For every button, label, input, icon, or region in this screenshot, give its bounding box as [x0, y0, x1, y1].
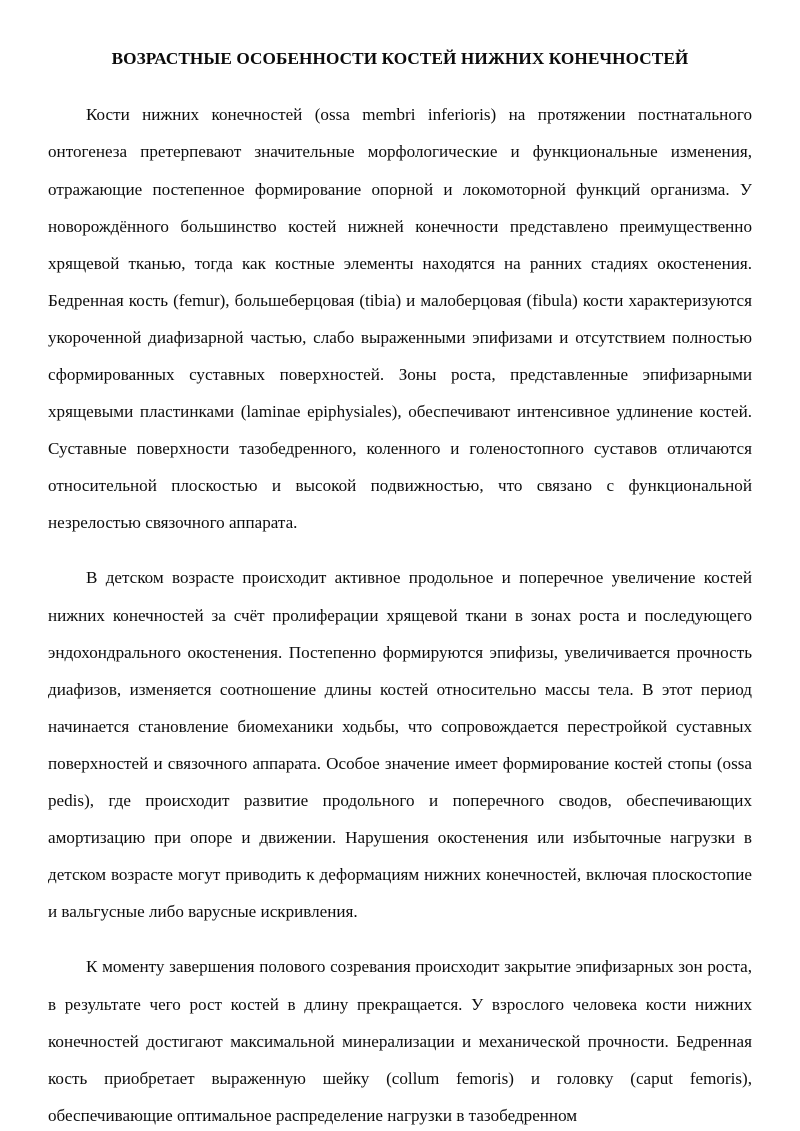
- paragraph: Кости нижних конечностей (ossa membri inferioris) на протяжении постнатального онтогенеза претерпевают значительные морфологические и функциональные изменения, отражающие постепенное формирование опорной и локомоторной функций организма. У новорождённого большинство костей нижней конечности представлено преимущественно хрящевой тканью, тогда как костные элементы находятся на ранних стадиях окостенения. Бедренная кость (femur), большеберцовая (tibia) и малоберцовая (fibula) кости характеризуются укороченной диафизарной частью, слабо выраженными эпифизами и отсутствием полностью сформированных суставных поверхностей. Зоны роста, представленные эпифизарными хрящевыми пластинками (laminae epiphysiales), обеспечивают интенсивное удлинение костей. Суставные поверхности тазобедренного, коленного и голеностопного суставов отличаются относительной плоскостью и высокой подвижностью, что связано с функциональной незрелостью связочного аппарата.: [48, 105, 752, 533]
- body-text: [48, 96, 752, 1131]
- paragraph: В детском возрасте происходит активное продольное и поперечное увеличение костей нижних конечностей за счёт пролиферации хрящевой ткани в зонах роста и последующего эндохондрального окостенения. Постепенно формируются эпифизы, увеличивается прочность диафизов, изменяется соотношение длины костей относительно массы тела. В этот период начинается становление биомеханики ходьбы, что сопровождается перестройкой суставных поверхностей и связочного аппарата. Особое значение имеет формирование костей стопы (ossa pedis), где происходит развитие продольного и поперечного сводов, обеспечивающих амортизацию при опоре и движении. Нарушения окостенения или избыточные нагрузки в детском возрасте могут приводить к деформациям нижних конечностей, включая плоскостопие и вальгусные либо варусные искривления.: [48, 568, 752, 922]
- paragraph: К моменту завершения полового созревания происходит закрытие эпифизарных зон роста, в результате чего рост костей в длину прекращается. У взрослого человека кости нижних конечностей достигают максимальной минерализации и механической прочности. Бедренная кость приобретает выраженную шейку (collum femoris) и головку (caput femoris), обеспечивающие оптимальное распределение нагрузки в тазобедренном: [48, 957, 752, 1125]
- page-content: [48, 0, 752, 1131]
- page-title: ВОЗРАСТНЫЕ ОСОБЕННОСТИ КОСТЕЙ НИЖНИХ КОНЕЧНОСТЕЙ: [111, 49, 689, 68]
